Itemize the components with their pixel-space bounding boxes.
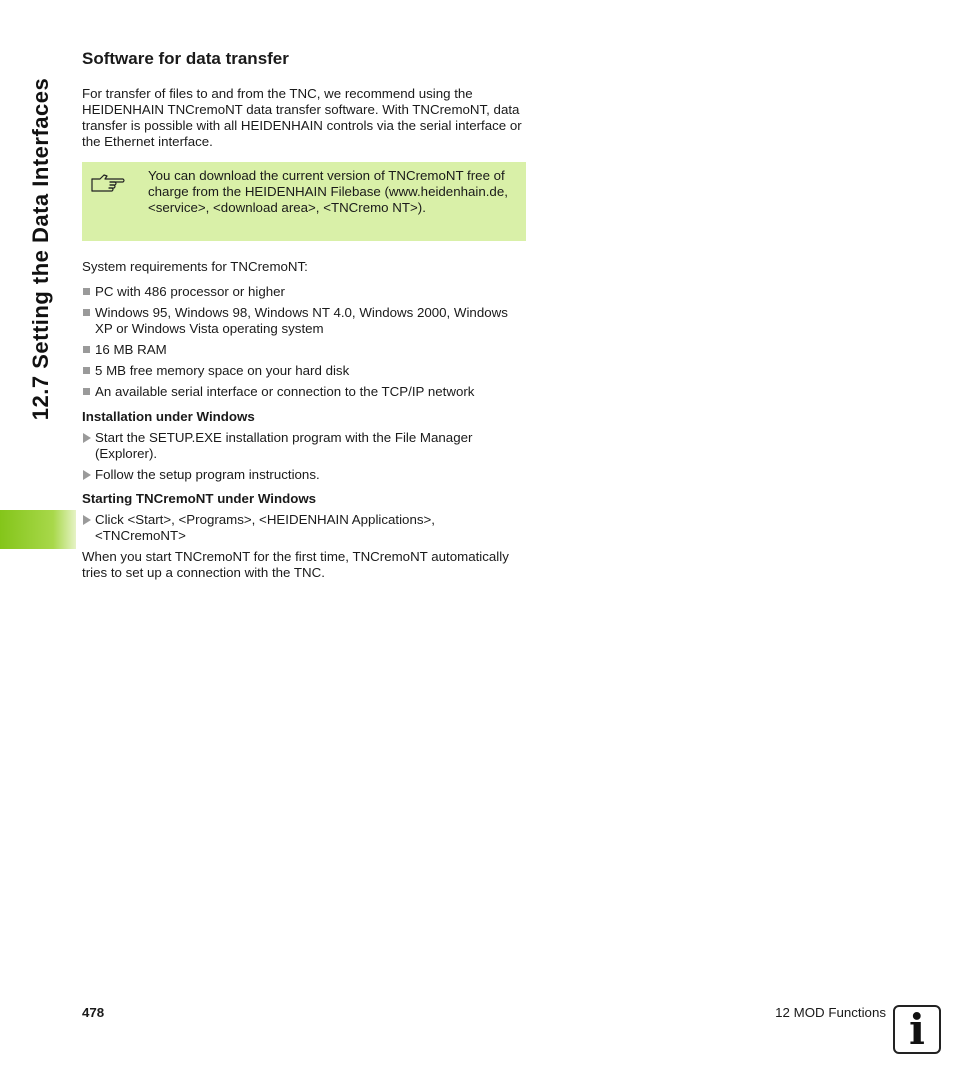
info-glyph: i	[909, 1005, 925, 1054]
requirements-intro: System requirements for TNCremoNT:	[82, 259, 308, 274]
note-box	[82, 162, 526, 241]
step-item: Start the SETUP.EXE installation program with the File Manager (Explorer).	[82, 430, 526, 462]
square-bullet-icon	[83, 309, 90, 316]
step-item: Follow the setup program instructions.	[82, 467, 526, 483]
side-title-text: 12.7 Setting the Data Interfaces	[28, 77, 54, 421]
closing-paragraph: When you start TNCremoNT for the first time, TNCremoNT automatically tries to set up a connection with the TNC.	[82, 549, 509, 580]
installation-steps	[82, 430, 526, 483]
info-icon	[893, 1005, 941, 1054]
arrow-bullet-icon	[83, 470, 91, 480]
square-bullet-icon	[83, 288, 90, 295]
list-item: 16 MB RAM	[82, 342, 526, 358]
arrow-bullet-icon	[83, 433, 91, 443]
list-item: 5 MB free memory space on your hard disk	[82, 363, 526, 379]
section-heading: Software for data transfer	[82, 49, 289, 68]
starting-steps	[82, 512, 526, 544]
intro-paragraph: For transfer of files to and from the TNC, we recommend using the HEIDENHAIN TNCremoNT data transfer software. With TNCremoNT, data transfer is possible with all HEIDENHAIN controls via the serial interface or the Ethernet interface.	[82, 86, 522, 149]
square-bullet-icon	[83, 367, 90, 374]
step-item: Click <Start>, <Programs>, <HEIDENHAIN Applications>, <TNCremoNT>	[82, 512, 526, 544]
pointing-hand-icon	[90, 172, 126, 196]
requirements-list	[82, 284, 526, 400]
main-content	[82, 48, 526, 581]
list-item: An available serial interface or connection to the TCP/IP network	[82, 384, 526, 400]
chapter-label: 12 MOD Functions	[775, 1005, 886, 1020]
chapter-tab-marker	[0, 510, 76, 549]
square-bullet-icon	[83, 346, 90, 353]
page-number: 478	[82, 1005, 105, 1020]
list-item: Windows 95, Windows 98, Windows NT 4.0, Windows 2000, Windows XP or Windows Vista operating system	[82, 305, 526, 337]
arrow-bullet-icon	[83, 515, 91, 525]
installation-heading: Installation under Windows	[82, 409, 255, 424]
starting-heading: Starting TNCremoNT under Windows	[82, 491, 317, 506]
chapter-side-title	[22, 60, 60, 438]
square-bullet-icon	[83, 388, 90, 395]
note-text: You can download the current version of TNCremoNT free of charge from the HEIDENHAIN Filebase (www.heidenhain.de, <service>, <download area>, <TNCremo NT>).	[148, 168, 508, 215]
list-item: PC with 486 processor or higher	[82, 284, 526, 300]
